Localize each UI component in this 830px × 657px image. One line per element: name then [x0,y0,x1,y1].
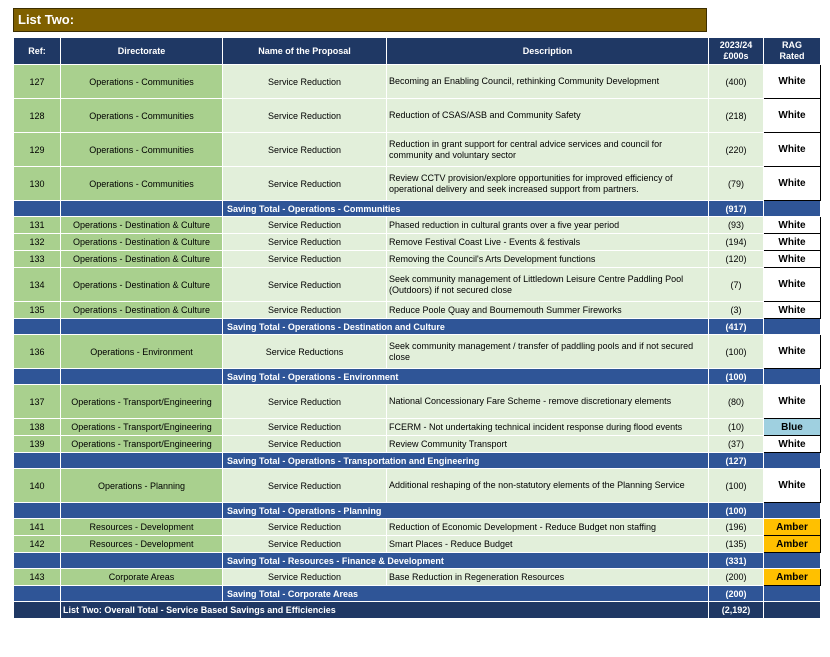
row-proposal-name: Service Reduction [223,302,387,319]
header-rag [764,38,821,65]
row-ref: 134 [14,268,61,302]
subtotal-spacer [61,369,223,385]
subtotal-spacer [14,586,61,602]
row-proposal-name: Service Reduction [223,469,387,503]
subtotal-spacer [14,369,61,385]
rag-badge: White [764,268,821,302]
row-value: (218) [709,99,764,133]
subtotal-spacer [61,553,223,569]
header-rag-line2: Rated [779,51,805,61]
row-description: FCERM - Not undertaking technical incident response during flood events [387,419,709,436]
table-row [14,302,821,319]
table-row [14,419,821,436]
header-ref: Ref: [14,38,61,65]
row-description: National Concessionary Fare Scheme - remove discretionary elements [387,385,709,419]
row-ref: 131 [14,217,61,234]
table-row [14,65,821,99]
row-description: Review CCTV provision/explore opportunities for improved efficiency of operational delivery and seek increased support from partners. [387,167,709,201]
row-description: Reduction of CSAS/ASB and Community Safety [387,99,709,133]
rag-badge: Amber [764,569,821,586]
subtotal-spacer [764,586,821,602]
rag-badge: White [764,217,821,234]
row-directorate: Operations - Transport/Engineering [61,419,223,436]
row-description: Reduce Poole Quay and Bournemouth Summer Fireworks [387,302,709,319]
rag-badge: White [764,436,821,453]
row-value: (100) [709,335,764,369]
row-directorate: Operations - Environment [61,335,223,369]
subtotal-spacer [14,453,61,469]
subtotal-row [14,553,821,569]
row-ref: 128 [14,99,61,133]
row-description: Seek community management / transfer of paddling pools and if not secured close [387,335,709,369]
subtotal-value: (100) [709,503,764,519]
row-ref: 138 [14,419,61,436]
subtotal-spacer [764,553,821,569]
row-proposal-name: Service Reduction [223,217,387,234]
row-value: (80) [709,385,764,419]
subtotal-spacer [14,503,61,519]
row-directorate: Operations - Destination & Culture [61,234,223,251]
row-description: Review Community Transport [387,436,709,453]
row-description: Remove Festival Coast Live - Events & festivals [387,234,709,251]
row-directorate: Operations - Destination & Culture [61,251,223,268]
row-directorate: Operations - Communities [61,167,223,201]
grand-total-spacer [14,602,61,619]
rag-badge: White [764,99,821,133]
row-value: (200) [709,569,764,586]
table-row [14,99,821,133]
row-ref: 132 [14,234,61,251]
row-directorate: Operations - Transport/Engineering [61,436,223,453]
table-row [14,251,821,268]
row-description: Reduction in grant support for central advice services and council for community and voluntary sector [387,133,709,167]
rag-badge: White [764,251,821,268]
subtotal-label: Saving Total - Operations - Planning [223,503,709,519]
grand-total-spacer [764,602,821,619]
table-row [14,335,821,369]
grand-total-value: (2,192) [709,602,764,619]
subtotal-label: Saving Total - Operations - Communities [223,201,709,217]
header-year-line2: £000s [723,51,749,61]
row-value: (93) [709,217,764,234]
row-directorate: Operations - Communities [61,133,223,167]
header-name: Name of the Proposal [223,38,387,65]
row-value: (7) [709,268,764,302]
row-value: (135) [709,536,764,553]
row-proposal-name: Service Reduction [223,234,387,251]
row-ref: 140 [14,469,61,503]
row-directorate: Operations - Communities [61,65,223,99]
row-description: Smart Places - Reduce Budget [387,536,709,553]
rag-badge: Amber [764,519,821,536]
rag-badge: White [764,302,821,319]
row-value: (100) [709,469,764,503]
subtotal-row [14,319,821,335]
row-proposal-name: Service Reduction [223,385,387,419]
row-description: Seek community management of Littledown Leisure Centre Paddling Pool (Outdoors) if not secured close [387,268,709,302]
row-value: (37) [709,436,764,453]
row-proposal-name: Service Reduction [223,519,387,536]
row-description: Additional reshaping of the non-statutory elements of the Planning Service [387,469,709,503]
subtotal-spacer [764,201,821,217]
row-directorate: Operations - Destination & Culture [61,217,223,234]
subtotal-spacer [14,553,61,569]
table-row [14,569,821,586]
subtotal-spacer [61,319,223,335]
row-proposal-name: Service Reduction [223,569,387,586]
list-title: List Two: [13,8,707,32]
header-year [709,38,764,65]
row-ref: 135 [14,302,61,319]
header-directorate: Directorate [61,38,223,65]
table-row [14,268,821,302]
row-ref: 133 [14,251,61,268]
subtotal-spacer [764,369,821,385]
subtotal-value: (200) [709,586,764,602]
row-directorate: Operations - Transport/Engineering [61,385,223,419]
row-directorate: Resources - Development [61,536,223,553]
subtotal-row [14,201,821,217]
header-year-line1: 2023/24 [719,40,753,50]
subtotal-spacer [14,201,61,217]
subtotal-value: (331) [709,553,764,569]
subtotal-label: Saving Total - Operations - Transportation and Engineering [223,453,709,469]
table-body [14,65,821,619]
row-ref: 139 [14,436,61,453]
subtotal-spacer [61,503,223,519]
header-description: Description [387,38,709,65]
rag-badge: Blue [764,419,821,436]
row-ref: 137 [14,385,61,419]
row-proposal-name: Service Reduction [223,436,387,453]
row-directorate: Operations - Destination & Culture [61,268,223,302]
rag-badge: White [764,385,821,419]
subtotal-row [14,503,821,519]
row-description: Removing the Council's Arts Development functions [387,251,709,268]
subtotal-value: (127) [709,453,764,469]
row-ref: 141 [14,519,61,536]
subtotal-spacer [61,586,223,602]
row-description: Phased reduction in cultural grants over a five year period [387,217,709,234]
table-row [14,436,821,453]
row-directorate: Resources - Development [61,519,223,536]
subtotal-row [14,453,821,469]
subtotal-value: (100) [709,369,764,385]
subtotal-label: Saving Total - Operations - Destination and Culture [223,319,709,335]
table-row [14,133,821,167]
row-directorate: Corporate Areas [61,569,223,586]
row-ref: 130 [14,167,61,201]
row-directorate: Operations - Communities [61,99,223,133]
subtotal-spacer [764,319,821,335]
subtotal-spacer [61,201,223,217]
row-description: Becoming an Enabling Council, rethinking Community Development [387,65,709,99]
rag-badge: Amber [764,536,821,553]
row-value: (120) [709,251,764,268]
subtotal-spacer [764,453,821,469]
row-value: (79) [709,167,764,201]
row-ref: 142 [14,536,61,553]
row-proposal-name: Service Reduction [223,419,387,436]
table-row [14,519,821,536]
table-row [14,167,821,201]
row-description: Reduction of Economic Development - Reduce Budget non staffing [387,519,709,536]
row-ref: 129 [14,133,61,167]
row-value: (196) [709,519,764,536]
subtotal-label: Saving Total - Corporate Areas [223,586,709,602]
row-proposal-name: Service Reduction [223,268,387,302]
subtotal-label: Saving Total - Resources - Finance & Development [223,553,709,569]
row-value: (400) [709,65,764,99]
row-proposal-name: Service Reduction [223,99,387,133]
table-row [14,385,821,419]
table-row [14,469,821,503]
header-row [14,38,821,65]
subtotal-row [14,586,821,602]
row-proposal-name: Service Reduction [223,251,387,268]
table-row [14,217,821,234]
row-directorate: Operations - Planning [61,469,223,503]
rag-badge: White [764,133,821,167]
rag-badge: White [764,234,821,251]
rag-badge: White [764,167,821,201]
subtotal-spacer [14,319,61,335]
rag-badge: White [764,335,821,369]
row-proposal-name: Service Reduction [223,133,387,167]
row-ref: 136 [14,335,61,369]
subtotal-value: (417) [709,319,764,335]
row-proposal-name: Service Reduction [223,65,387,99]
row-value: (10) [709,419,764,436]
grand-total-label: List Two: Overall Total - Service Based Savings and Efficiencies [61,602,709,619]
row-value: (194) [709,234,764,251]
savings-table [13,37,821,619]
header-rag-line1: RAG [782,40,802,50]
row-ref: 127 [14,65,61,99]
row-value: (220) [709,133,764,167]
table-row [14,234,821,251]
rag-badge: White [764,469,821,503]
subtotal-label: Saving Total - Operations - Environment [223,369,709,385]
row-value: (3) [709,302,764,319]
subtotal-row [14,369,821,385]
row-directorate: Operations - Destination & Culture [61,302,223,319]
subtotal-value: (917) [709,201,764,217]
rag-badge: White [764,65,821,99]
row-ref: 143 [14,569,61,586]
row-proposal-name: Service Reduction [223,167,387,201]
grand-total-row [14,602,821,619]
table-row [14,536,821,553]
subtotal-spacer [764,503,821,519]
subtotal-spacer [61,453,223,469]
row-proposal-name: Service Reductions [223,335,387,369]
row-proposal-name: Service Reduction [223,536,387,553]
row-description: Base Reduction in Regeneration Resources [387,569,709,586]
